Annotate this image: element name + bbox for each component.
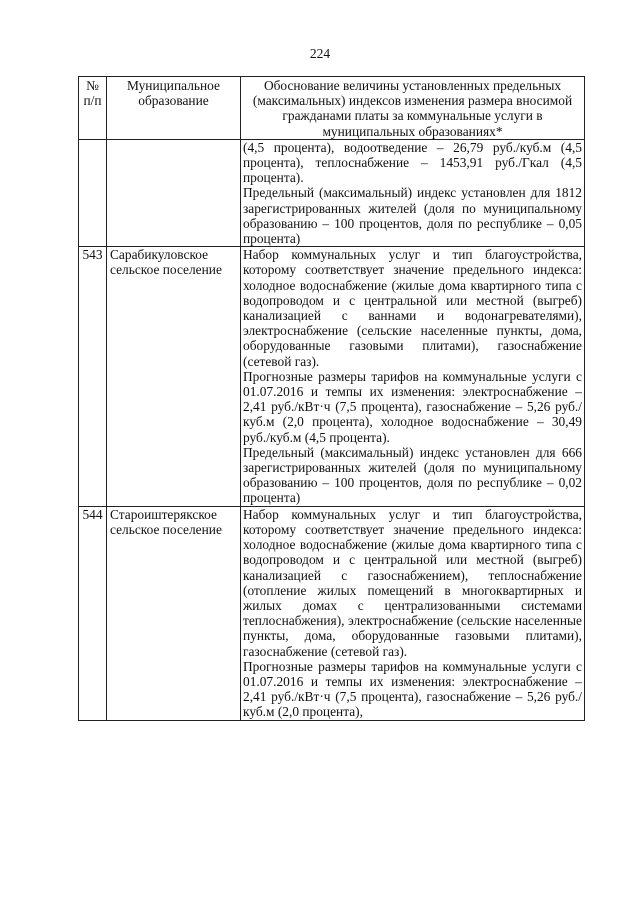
rationale-paragraph: (4,5 процента), водоотведение – 26,79 руб./куб.м (4,5 процента), теплоснабжение – 1453,91 руб./Гкал (4,5 процента). [243, 139, 582, 186]
header-rationale: Обоснование величины установленных предельных (максимальных) индексов изменения размера вносимой гражданами платы за коммунальные услуги в муниципальных образованиях* [241, 77, 585, 140]
page-number: 224 [309, 46, 331, 61]
cell-municipality: Сарабикуловское сельское поселение [107, 247, 241, 506]
cell-municipality: Староиштерякское сельское поселение [107, 506, 241, 720]
cell-rationale [241, 506, 585, 720]
header-municipality: Муниципальное образование [107, 77, 241, 140]
cell-num: 543 [79, 247, 107, 506]
rationale-paragraph: Предельный (максимальный) индекс установлен для 1812 зарегистрированных жителей (доля по муниципальному образованию – 100 процентов, доля по республике – 0,05 процента) [243, 185, 582, 247]
table-row-continuation [79, 139, 585, 246]
table-row [79, 506, 585, 720]
rationale-paragraph: Прогнозные размеры тарифов на коммунальные услуги с 01.07.2016 и темпы их изменения: электроснабжение – 2,41 руб./кВт·ч (7,5 процента), газоснабжение – 5,26 руб./куб.м (2,0 процента), [243, 658, 582, 720]
table-row [79, 247, 585, 506]
rationale-paragraph: Набор коммунальных услуг и тип благоустройства, которому соответствует значение предельного индекса: холодное водоснабжение (жилые дома квартирного типа с водопроводом и с центральной или местной (выгреб) канализацией с ваннами и водонагревателями), электроснабжение (сельские населенные пункты, дома, оборудованные газовыми плитами), газоснабжение (сетевой газ). [243, 247, 582, 369]
cell-rationale [241, 139, 585, 246]
rationale-paragraph: Набор коммунальных услуг и тип благоустройства, которому соответствует значение предельного индекса: холодное водоснабжение (жилые дома квартирного типа с водопроводом и с центральной или местной (выгреб) канализацией с газоснабжением), теплоснабжение (отопление жилых помещений в многоквартирных и жилых домах с централизованными системами теплоснабжения), электроснабжение (сельские населенные пункты, дома, оборудованные газовыми плитами), газоснабжение (сетевой газ). [243, 506, 582, 659]
cell-municipality [107, 139, 241, 246]
tariff-index-table [78, 76, 585, 721]
cell-num [79, 139, 107, 246]
cell-rationale [241, 247, 585, 506]
header-num: № п/п [79, 77, 107, 140]
rationale-paragraph: Прогнозные размеры тарифов на коммунальные услуги с 01.07.2016 и темпы их изменения: электроснабжение – 2,41 руб./кВт·ч (7,5 процента), газоснабжение – 5,26 руб./куб.м (2,0 процента), холодное водоснабжение – 30,49 руб./куб.м (4,5 процента). [243, 368, 582, 445]
cell-num: 544 [79, 506, 107, 720]
rationale-paragraph: Предельный (максимальный) индекс установлен для 666 зарегистрированных жителей (доля по муниципальному образованию – 100 процентов, доля по республике – 0,02 процента) [243, 444, 582, 506]
table-header-row [79, 77, 585, 140]
